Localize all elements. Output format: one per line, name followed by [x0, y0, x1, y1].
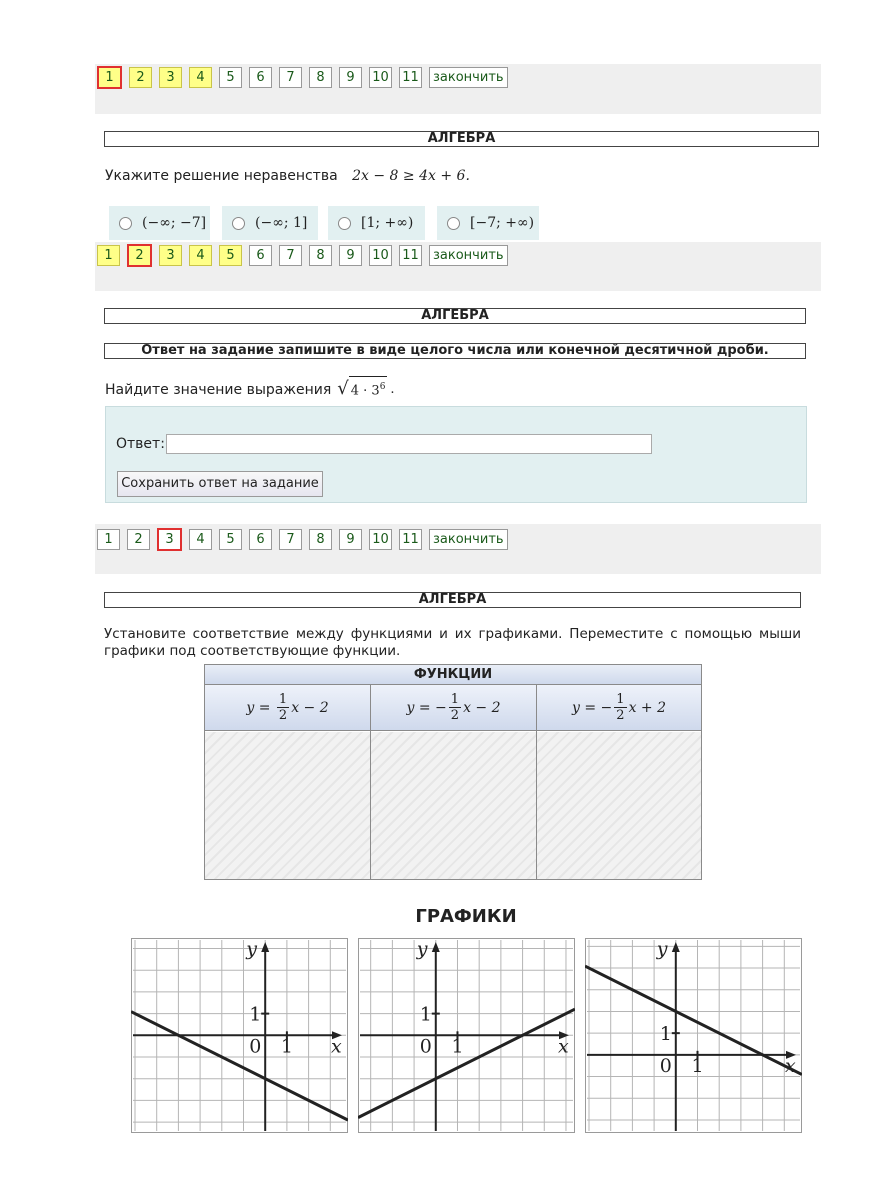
y-axis-label: y	[656, 938, 668, 960]
y-axis-label: y	[246, 938, 257, 960]
x-unit-label: 1	[280, 1035, 293, 1058]
nav-button-11[interactable]: 11	[399, 529, 422, 550]
nav-button-7[interactable]: 7	[279, 245, 302, 266]
question-nav-2	[97, 244, 508, 267]
question-nav-1	[97, 66, 508, 89]
drop-zone-1[interactable]	[205, 732, 370, 879]
option-label: [−7; +∞)	[470, 215, 535, 231]
sqrt-sign-icon: √	[337, 378, 349, 399]
question-text	[105, 373, 395, 399]
y-unit-label: 1	[659, 1023, 672, 1046]
finish-button[interactable]: закончить	[429, 67, 508, 88]
column-divider	[536, 685, 537, 879]
inequality: 2x − 8 ≥ 4x + 6.	[352, 168, 470, 184]
x-unit-label: 1	[451, 1035, 464, 1058]
x-axis-label: x	[785, 1054, 796, 1077]
nav-button-11[interactable]: 11	[399, 245, 422, 266]
graph-card-1[interactable]	[131, 938, 348, 1133]
section-header: АЛГЕБРА	[104, 308, 806, 324]
nav-button-2[interactable]: 2	[127, 244, 152, 267]
nav-button-4[interactable]: 4	[189, 67, 212, 88]
option-label: (−∞; 1]	[255, 215, 308, 231]
nav-button-4[interactable]: 4	[189, 245, 212, 266]
origin-label: 0	[419, 1035, 432, 1058]
section-header: АЛГЕБРА	[104, 131, 819, 147]
function-cell-1	[205, 685, 370, 731]
y-unit-label: 1	[249, 1003, 262, 1026]
nav-button-6[interactable]: 6	[249, 67, 272, 88]
option-label: (−∞; −7]	[142, 215, 207, 231]
drop-zone-2[interactable]	[371, 732, 536, 879]
x-unit-label: 1	[691, 1054, 704, 1077]
nav-button-1[interactable]: 1	[97, 529, 120, 550]
function-fraction: $\frac{1}{2}$	[278, 692, 288, 723]
function-tail: x + 2	[628, 699, 666, 716]
finish-button[interactable]: закончить	[429, 245, 508, 266]
functions-title: ФУНКЦИИ	[205, 665, 701, 685]
nav-button-9[interactable]: 9	[339, 245, 362, 266]
radio-button[interactable]	[447, 217, 460, 230]
nav-button-6[interactable]: 6	[249, 245, 272, 266]
option-label: [1; +∞)	[361, 215, 414, 231]
save-answer-button[interactable]: Сохранить ответ на задание	[117, 471, 323, 497]
y-axis-label: y	[416, 938, 428, 960]
function-fraction: $\frac{1}{2}$	[616, 692, 625, 723]
origin-label: 0	[249, 1035, 262, 1058]
answer-option-3[interactable]	[328, 206, 425, 240]
nav-button-9[interactable]: 9	[339, 67, 362, 88]
nav-button-6[interactable]: 6	[249, 529, 272, 550]
drop-zone-3[interactable]	[537, 732, 701, 879]
graph-card-3[interactable]	[585, 938, 802, 1133]
question-nav-3	[97, 528, 508, 551]
column-divider	[370, 685, 371, 879]
answer-label: Ответ:	[116, 436, 165, 452]
nav-button-1[interactable]: 1	[97, 66, 122, 89]
answer-instruction: Ответ на задание запишите в виде целого числа или конечной десятичной дроби.	[104, 343, 806, 359]
question-prompt: Найдите значение выражения	[105, 382, 332, 398]
finish-button[interactable]: закончить	[429, 529, 508, 550]
nav-button-1[interactable]: 1	[97, 245, 120, 266]
nav-button-4[interactable]: 4	[189, 529, 212, 550]
function-cell-2	[371, 685, 536, 731]
graph-card-2[interactable]	[358, 938, 575, 1133]
function-lhs: y = −	[572, 699, 613, 716]
answer-option-2[interactable]	[222, 206, 318, 240]
function-tail: x − 2	[291, 699, 329, 716]
nav-button-3[interactable]: 3	[159, 67, 182, 88]
nav-button-3[interactable]: 3	[157, 528, 182, 551]
nav-button-10[interactable]: 10	[369, 67, 392, 88]
function-lhs: y = −	[406, 699, 447, 716]
question-prompt: Укажите решение неравенства	[105, 168, 338, 184]
expr-base: 4 · 3	[350, 383, 380, 398]
section-header: АЛГЕБРА	[104, 592, 801, 608]
answer-panel	[105, 406, 807, 503]
nav-button-5[interactable]: 5	[219, 67, 242, 88]
radio-button[interactable]	[338, 217, 351, 230]
nav-button-3[interactable]: 3	[159, 245, 182, 266]
graphs-title: ГРАФИКИ	[415, 906, 517, 927]
radio-button[interactable]	[232, 217, 245, 230]
function-tail: x − 2	[463, 699, 501, 716]
nav-button-10[interactable]: 10	[369, 529, 392, 550]
nav-button-8[interactable]: 8	[309, 67, 332, 88]
functions-table	[204, 664, 702, 880]
nav-button-2[interactable]: 2	[127, 529, 150, 550]
nav-button-10[interactable]: 10	[369, 245, 392, 266]
function-lhs: y =	[246, 699, 275, 716]
nav-button-5[interactable]: 5	[219, 529, 242, 550]
nav-button-2[interactable]: 2	[129, 67, 152, 88]
function-cell-3	[537, 685, 701, 731]
radio-button[interactable]	[119, 217, 132, 230]
nav-button-5[interactable]: 5	[219, 245, 242, 266]
answer-option-4[interactable]	[437, 206, 539, 240]
question-text: Установите соответствие между функциями и их графиками. Переместите с помощью мыши графики под соответствующие функции.	[104, 626, 801, 659]
answer-input[interactable]	[166, 434, 652, 454]
x-axis-label: x	[558, 1035, 569, 1058]
nav-button-7[interactable]: 7	[279, 529, 302, 550]
nav-button-11[interactable]: 11	[399, 67, 422, 88]
expr-tail: .	[390, 382, 395, 397]
origin-label: 0	[659, 1054, 672, 1077]
sqrt-expression	[337, 376, 394, 399]
question-text	[105, 168, 470, 184]
nav-button-8[interactable]: 8	[309, 529, 332, 550]
nav-button-7[interactable]: 7	[279, 67, 302, 88]
y-unit-label: 1	[419, 1003, 432, 1026]
nav-button-8[interactable]: 8	[309, 245, 332, 266]
answer-option-1[interactable]	[109, 206, 210, 240]
nav-button-9[interactable]: 9	[339, 529, 362, 550]
x-axis-label: x	[331, 1035, 342, 1058]
expr-exponent: 6	[379, 381, 386, 392]
function-fraction: $\frac{1}{2}$	[450, 692, 460, 723]
